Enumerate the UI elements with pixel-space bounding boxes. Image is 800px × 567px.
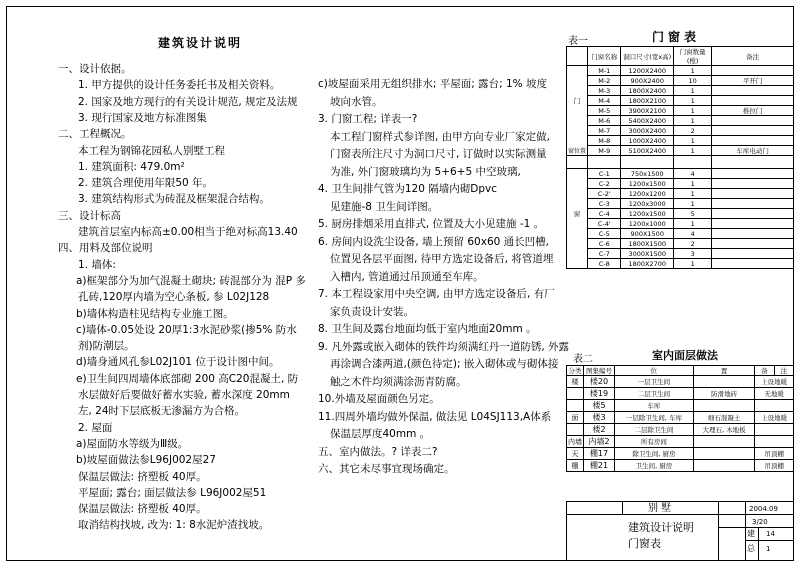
left-note-line: 1. 甲方提供的设计任务委托书及相关资料。 [78,79,281,92]
table1-title: 门窗表 [652,30,701,44]
table1-cell: 1800X2700 [621,259,674,269]
table1-cell: C-8 [588,259,621,269]
sheet-total: 1 [766,545,771,553]
mid-note-line: 5. 厨房排烟采用直排式, 位置及大小见建施 -1 。 [318,218,545,230]
table-row [567,376,794,388]
table2-cell: 棚 [567,460,584,472]
table1-group-cell [567,259,588,269]
table2-cell [693,400,755,412]
table1-cell: M-8 [588,136,621,146]
left-note-line: c)墙体-0.05处设 20厚1:3水泥砂浆(掺5% 防水 [76,323,297,336]
table1-header-cell: 备注 [712,47,794,66]
left-note-line: 建筑首层室内标高±0.00相当于绝对标高13.40 [78,226,298,238]
table2-cell: 内墙2 [584,436,615,448]
mid-note-line: 10.外墙及屋面颜色另定。 [318,393,440,405]
left-note-line: d)墙身通风孔参L02J101 位于设计图中间。 [76,356,280,369]
mid-note-line: 触之木件均须满涂沥青防腐。 [330,375,467,388]
table1-cell: M-9 [588,146,621,156]
table2-cell: 上设地暖 [755,376,794,388]
left-note-line: e)卫生间四周墙体底部砌 200 高C20混凝土, 防 [76,372,299,385]
table1-cell: C-3 [588,199,621,209]
table2-cell [693,376,755,388]
drawing-title-1: 建筑设计说明 [628,521,694,534]
table-row [567,96,794,106]
table1-cell: M-2 [588,76,621,86]
left-note-line: 保温层做法: 挤塑板 40厚。 [78,503,207,516]
table-row [567,388,794,400]
table1-cell: M-5 [588,106,621,116]
left-note-line: 2. 建筑合理使用年限50 年。 [78,177,214,190]
mid-note-line: 坡向水管。 [330,95,383,108]
table2-cell [755,400,794,412]
table1-group-cell [567,229,588,239]
table2-title: 室内面层做法 [652,349,718,362]
table-row [567,189,794,199]
table1-cell: 1 [674,66,712,76]
table2-cell: 吊顶棚 [755,448,794,460]
table1-cell [712,249,794,259]
table1-cell: 1 [674,116,712,126]
table1-group-cell [567,106,588,116]
table1-cell: 1 [674,259,712,269]
label-zong: 总 [747,544,755,553]
table1-cell [712,156,794,169]
mid-note-line: c)坡屋面采用无组织排水; 平屋面; 露台; 1% 坡度 [318,78,547,90]
table1-header-cell: 门窗数量 (樘) [674,47,712,66]
mid-note-line: 保温层厚度40mm 。 [330,428,431,440]
left-note-line: 一、设计依据。 [58,63,132,75]
table1-group-window: 窗 [567,209,588,219]
mid-note-line: 再涂调合漆两道,(颜色待定); 嵌入砌体或与砌体接 [330,358,559,370]
mid-note-line: 9. 凡外露或嵌入砌体的铁件均须满红丹一道防锈, 外露 [318,340,570,353]
table1-cell: 1200x3000 [621,199,674,209]
table2-header-cell: 注 [774,366,793,376]
table-row [567,126,794,136]
mid-note-line: 位置见各层平面图, 待甲方选定设备后, 将管道埋 [330,253,554,265]
table1-cell [712,219,794,229]
table1-cell [712,96,794,106]
table-row [567,229,794,239]
table1-cell [588,156,621,169]
table-row [567,209,794,219]
left-note-line: 平屋面; 露台; 面层做法参 L96J002屋51 [78,486,267,499]
table1-cell: C-7 [588,249,621,259]
table1-cell [712,199,794,209]
left-note-line: 三、设计标高 [58,209,121,222]
table-row [567,412,794,424]
left-note-line: 取消结构找坡, 改为: 1: 8水泥炉渣找坡。 [78,519,270,532]
table1-cell: 900X1500 [621,229,674,239]
table1-cell: 3900X2100 [621,106,674,116]
table2-cell: 细石混凝土 [693,412,755,424]
table1-cell: 1 [674,96,712,106]
mid-note-line: 7. 本工程设家用中央空调, 由甲方选定设备后, 有厂 [318,288,555,300]
table2-cell: 楼20 [584,376,615,388]
table1-cell: 3 [674,249,712,259]
table-row [567,156,794,169]
table1-cell [712,189,794,199]
table2-header-cell: 图集编号 [584,366,615,376]
table2-cell [567,400,584,412]
table1-cell: 1200x1000 [621,219,674,229]
mid-note-line: 为准, 外门窗玻璃均为 5+6+5 中空玻璃, [330,165,521,178]
left-note-line: a)框架部分为加气混凝土砌块; 砖混部分为 混P 多 [76,274,306,287]
table1-cell: M-7 [588,126,621,136]
table1-cell: 900X2400 [621,76,674,86]
table2-cell [567,424,584,436]
table1-cell: 推拉门 [712,106,794,116]
table2-cell: 二层除卫生间 [615,424,694,436]
table1-group-cell [567,116,588,126]
table-row [567,239,794,249]
table1-group-cell [567,156,588,169]
table1-header-cell: 洞口尺寸(宽x高) [621,47,674,66]
table1-header-cell [567,47,588,66]
drawing-date: 2004.09 [749,505,778,513]
table1-cell [712,229,794,239]
table2-cell: 无地暖 [755,388,794,400]
table-row [567,86,794,96]
table1-cell: 平开门 [712,76,794,86]
table-row [567,199,794,209]
left-note-line: 1. 建筑面积: 479.0m² [78,160,185,173]
table1-cell: 1 [674,179,712,189]
table2-cell: 楼 [567,376,584,388]
table1-cell: 5 [674,209,712,219]
table1-cell: 1800X2100 [621,96,674,106]
table2-cell: 棚17 [584,448,615,460]
table1-cell: 1800X2400 [621,86,674,96]
table-row [567,259,794,269]
table1-cell: 1000X2400 [621,136,674,146]
table-row [567,436,794,448]
table-row [567,76,794,86]
left-note-line: 水层做好后要做好蓄水实验, 蓄水深度 20mm [78,389,290,401]
table2-cell: 所有房间 [615,436,694,448]
mid-note-line: 8. 卫生间及露台地面均低于室内地面20mm 。 [318,323,537,335]
table-row [567,460,794,472]
table-row [567,179,794,189]
left-note-line: 孔砖,120厚内墙为空心条板, 参 L02J128 [78,291,270,304]
table1-cell: M-4 [588,96,621,106]
table2-cell: 车库 [615,400,694,412]
table2-cell: 楼19 [584,388,615,400]
left-note-line: 3. 建筑结构形式为砖混及框架混合结构。 [78,193,270,206]
table2-header-cell: 分类 [568,367,582,375]
table1-cell: 750x1500 [621,169,674,179]
table1-group-cell [567,199,588,209]
sheet-number: 14 [766,530,775,538]
mid-note-line: 4. 卫生间排气管为120 隔墙内砌Dpvc [318,183,497,195]
project-name: 别 墅 [648,503,672,514]
mid-note-line: 本工程门窗样式参详图, 由甲方向专业厂家定做, [330,130,551,143]
mid-note-line: 3. 门窗工程; 详表一? [318,113,418,125]
table2-cell: 内墙 [568,437,582,446]
mid-note-line: 六、其它未尽事宜现场确定。 [318,463,455,475]
table1-group-cell [567,86,588,96]
table1-cell [674,156,712,169]
table1-group-tail: 窗位置 [567,146,588,156]
table1-cell [712,126,794,136]
table2-header-cell: 位 [615,366,694,376]
table1-group-cell [567,239,588,249]
table1-cell: 1200x1500 [621,179,674,189]
left-note-line: 四、用料及部位说明 [58,242,153,255]
table1-header-cell: 门窗名称 [588,47,621,66]
mid-note-line: 入槽内, 管道通过吊顶通至车库。 [330,270,484,283]
table2-cell: 一层除卫生间, 车库 [615,412,694,424]
table1-cell: 4 [674,169,712,179]
table1-cell: C-1 [588,169,621,179]
table1-group-cell [567,136,588,146]
table1-cell [712,179,794,189]
left-note-line: b)坡屋面做法参L96J002屋27 [76,454,216,467]
table2-cell: 二层卫生间 [615,388,694,400]
table2-cell [755,436,794,448]
table2-cell [693,448,755,460]
table2-cell: 防滑地砖 [693,388,755,400]
mid-note-line: 家负责设计安装。 [330,305,414,318]
table1-cell [712,239,794,249]
mid-note-line: 见建施-8 卫生间详图。 [330,200,439,213]
table1-cell: 1 [674,136,712,146]
left-note-line: a)屋面防水等级为Ⅲ级。 [76,437,189,450]
table-row [567,116,794,126]
table1-cell: 1800X1500 [621,239,674,249]
table2-cell: 楼3 [584,412,615,424]
table2-cell [755,424,794,436]
left-note-line: 保温层做法: 挤塑板 40厚。 [78,470,207,483]
table2-cell: 除卫生间, 厨房 [615,448,694,460]
mid-note-line: 门窗表所注尺寸为洞口尺寸, 订做时以实际测量 [330,148,547,160]
table1-group-cell [567,66,588,76]
table1-cell [712,116,794,126]
table1-cell: 车库电动门 [712,146,794,156]
table2-header-cell: 置 [693,366,755,376]
label-jian: 建 [747,529,755,538]
table1-cell: 1 [674,86,712,96]
table1-group-cell [567,169,588,179]
table2-cell: 天 [567,448,584,460]
table1-cell [621,156,674,169]
table1-cell: M-1 [588,66,621,76]
left-note-line: 3. 现行国家及地方标准图集 [78,111,207,124]
table1-cell: 1 [674,189,712,199]
table2-cell: 一层卫生间 [615,376,694,388]
table1-cell: 1 [674,146,712,156]
table1-cell: 2 [674,239,712,249]
table2-cell [567,388,584,400]
table-row [567,66,794,76]
table2-cell: 上设地暖 [755,412,794,424]
mid-note-line: 五、室内做法。? 详表二? [318,445,438,458]
table2-cell: 大理石, 木地板 [693,424,755,436]
table1-cell: 3000X1500 [621,249,674,259]
drawing-scale: 3/20 [752,518,768,526]
table1-label: 表一 [568,36,588,47]
table-row [567,146,794,156]
table-row [567,448,794,460]
table1-cell: 5400X2400 [621,116,674,126]
table-row [567,106,794,116]
left-note-line: 本工程为钢锦花园私人别墅工程 [78,144,225,157]
table1-cell: 2 [674,126,712,136]
table-row [567,424,794,436]
table2-cell: 棚21 [584,460,615,472]
table1-cell: C-5 [588,229,621,239]
table2-cell: 面 [567,412,584,424]
drawing-title-2: 门窗表 [628,537,661,550]
table1-cell: 1 [674,106,712,116]
table2-header-cell: 备 [755,366,774,376]
table2-cell: 楼5 [584,400,615,412]
table2-cell: 吊顶棚 [755,460,794,472]
left-note-line: 剂)防潮层。 [78,340,135,353]
table1-cell: C-2 [588,179,621,189]
table-row [567,169,794,179]
table1-cell [712,169,794,179]
left-note-line: 1. 墙体: [78,258,116,271]
table1-cell: 10 [674,76,712,86]
table1-cell [712,86,794,96]
table1-cell [712,66,794,76]
table1-cell: C-6 [588,239,621,249]
table1-group-cell [567,76,588,86]
table-row [567,249,794,259]
table1-cell: M-6 [588,116,621,126]
door-window-table [566,46,794,269]
left-note-line: 二、工程概况。 [58,128,132,141]
table1-cell: C-2' [588,189,621,199]
table1-cell: 1200x1200 [621,189,674,199]
table1-group-cell [567,179,588,189]
table-row [567,136,794,146]
table-row [567,219,794,229]
table2-cell: 楼2 [584,424,615,436]
left-note-line: 左, 24时下层底板无渗漏方为合格。 [78,405,246,418]
mid-note-line: 11.四周外墙均做外保温, 做法见 L04SJ113,A体系 [318,410,552,423]
table2-cell [693,460,755,472]
table1-cell: M-3 [588,86,621,96]
table1-cell: 3000X2400 [621,126,674,136]
table1-cell [712,259,794,269]
table2-cell: 卫生间, 厨房 [615,460,694,472]
table1-group-cell [567,219,588,229]
left-note-line: b)墙体构造柱见结构专业施工图。 [76,307,234,320]
left-note-line: 2. 屋面 [78,421,113,434]
table1-cell: C-4 [588,209,621,219]
table1-cell [712,209,794,219]
table1-group-cell [567,189,588,199]
table1-group-cell [567,126,588,136]
table1-cell: 1200x1500 [621,209,674,219]
table1-group-cell [567,249,588,259]
table1-group-door: 门 [567,96,588,106]
table2-cell [693,436,755,448]
table1-cell: C-4' [588,219,621,229]
table-row [567,400,794,412]
table1-cell: 1200X2400 [621,66,674,76]
table1-cell [712,136,794,146]
table1-cell: 5100X2400 [621,146,674,156]
table1-cell: 1 [674,219,712,229]
table1-cell: 1 [674,199,712,209]
mid-note-line: 6. 房间内设洗尘设备, 墙上预留 60x60 通长凹槽, [318,235,549,248]
page-title: 建筑设计说明 [158,36,243,50]
table2-label: 表二 [573,354,593,365]
table1-cell: 4 [674,229,712,239]
interior-finish-table [566,365,794,472]
left-note-line: 2. 国家及地方现行的有关设计规范, 规定及法规 [78,95,298,108]
